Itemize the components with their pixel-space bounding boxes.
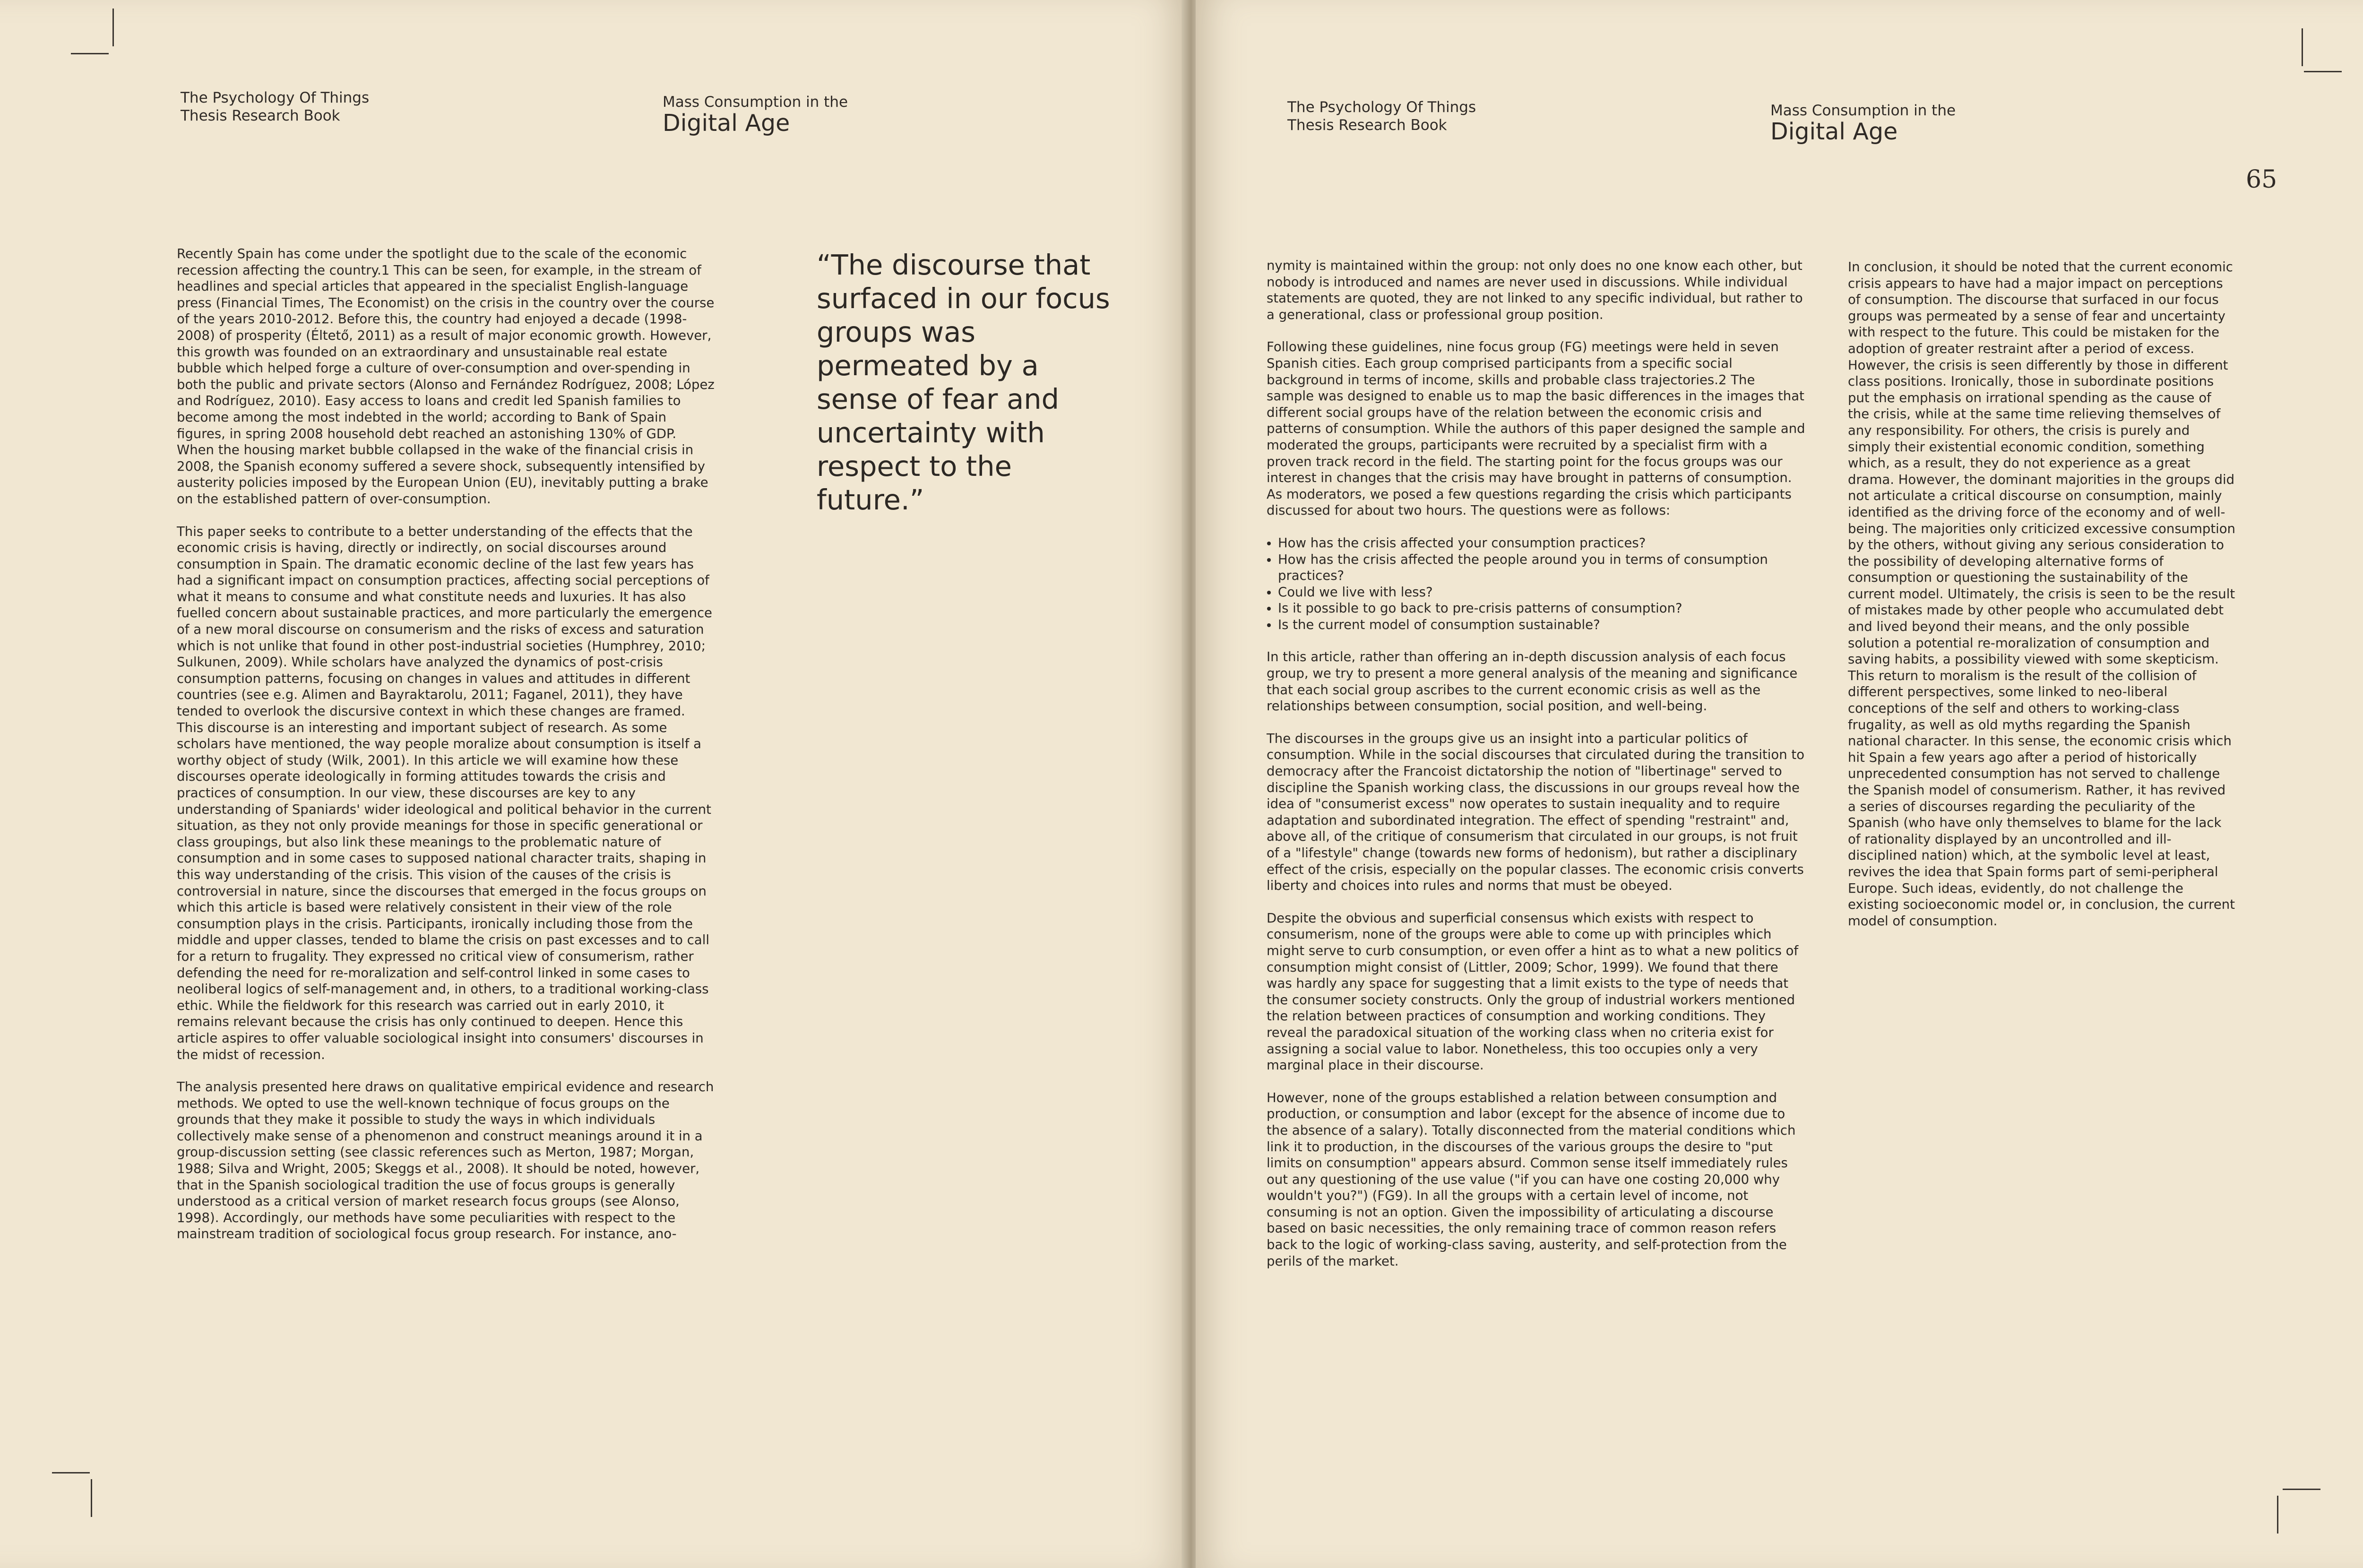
paragraph: Despite the obvious and superficial consensus which exists with respect to consumerism, none of the groups were able to come up with principles which might serve to curb consumption, or even offer a hint as to what a new politics of consumption might consist of (Littler, 2009; Schor, 1999). We found that there was hardly any space for suggesting that a limit exists to the type of needs that the consumer society constructs. Only the group of industrial workers mentioned the relation between practices of consumption and working conditions. They reveal the paradoxical situation of the working class when no criteria exist for assigning a social value to labor. Nonetheless, this too occupies only a very marginal place in their discourse.	[1267, 910, 1799, 1073]
paragraph: In conclusion, it should be noted that the current economic crisis appears to have had a major impact on perceptions of consumption. The discourse that surfaced in our focus groups was permeated by a sense of fear and uncertainty with respect to the future. This could be mistaken for the adoption of greater restraint after a period of excess. However, the crisis is seen differently by those in different class positions. Ironically, those in subordinate positions put the emphasis on irrational spending as the cause of the crisis, while at the same time relieving themselves of any responsibility. For others, the crisis is purely and simply their existential economic condition, something which, as a result, they do not experience as a great drama. However, the dominant majorities in the groups did not articulate a critical discourse on consumption, mainly identified as the driving force of the economy and of well-being. The majorities only criticized excessive consumption by the others, without giving any serious consideration to the possibility of developing alternative forms of consumption or questioning the sustainability of the current model. Ultimately, the crisis is seen to be the result of mistakes made by other people who accumulated debt and lived beyond their means, and the only possible solution a potential re-moralization of consumption and saving habits, a possibility viewed with some skepticism. This return to moralism is the result of the collision of different perspectives, some linked to neo-liberal conceptions of the self and others to working-class frugality, as well as old myths regarding the Spanish national character. In this sense, the economic crisis which hit Spain a few years ago after a period of historically unprecedented consumption has not served to challenge the Spanish model of consumerism. Rather, it has revived a series of discourses regarding the peculiarity of the Spanish (who have only themselves to blame for the lack of rationality displayed by an uncontrolled and ill-disciplined nation) which, at the symbolic level at least, revives the idea that Spain forms part of semi-peripheral Europe. Such ideas, evidently, do not challenge the existing socioeconomic model or, in conclusion, the current model of consumption.	[1848, 259, 2235, 929]
book-title-line2: Thesis Research Book	[181, 107, 340, 124]
crop-mark	[112, 9, 114, 46]
book-title-line2: Thesis Research Book	[1287, 117, 1447, 134]
paragraph: Following these guidelines, nine focus group (FG) meetings were held in seven Spanish cities. Each group comprised participants from a specific social background in terms of income, skills and probable class trajectories.2 The sample was designed to enable us to map the basic differences in the images that different social groups have of the relation between the economic crisis and patterns of consumption. While the authors of this paper designed the sample and moderated the groups, participants were recruited by a specialist firm with a proven track record in the field. The starting point for the focus groups was our interest in changes that the crisis may have brought in patterns of consumption. As moderators, we posed a few questions regarding the crisis which participants discussed for about two hours. The questions were as follows:	[1267, 339, 1805, 518]
list-item: • Is the current model of consumption sustainable?	[1278, 617, 1805, 633]
crop-mark	[2283, 1489, 2320, 1490]
list-item: • Is it possible to go back to pre-crisis patterns of consumption?	[1278, 600, 1805, 617]
crop-mark	[91, 1479, 92, 1517]
section-title: Digital Age	[1770, 118, 1898, 145]
section-kicker: Mass Consumption in the	[663, 94, 848, 111]
book-title-header	[1287, 98, 1476, 134]
paragraph: However, none of the groups established a relation between consumption and production, or consumption and labor (except for the absence of income due to the absence of a salary). Totally disconnected from the material conditions which link it to production, in the discourses of the various groups the desire to "put limits on consumption" appears absurd. Common sense itself immediately rules out any questioning of the use value ("if you can have one costing 20,000 why wouldn't you?") (FG9). In all the groups with a certain level of income, not consuming is not an option. Given the impossibility of articulating a discourse based on basic necessities, the only remaining trace of common reason refers back to the logic of working-class saving, austerity, and self-protection from the perils of the market.	[1267, 1090, 1796, 1269]
pull-quote: “The discourse that surfaced in our focus groups was permeated by a sense of fear and uncertainty with respect to the future.”	[817, 249, 1110, 516]
paragraph: The discourses in the groups give us an insight into a particular politics of consumption. While in the social discourses that circulated during the transition to democracy after the Francoist dictatorship the notion of "libertinage" served to discipline the Spanish working class, the discussions in our groups reveal how the idea of "consumerist excess" now operates to sustain inequality and to require adaptation and subordinated integration. The effect of spending "restraint" and, above all, of the critique of consumerism that circulated in our groups, is not fruit of a "lifestyle" change (towards new forms of hedonism), but rather a disciplinary effect of the crisis, especially on the popular classes. The economic crisis converts liberty and choices into rules and norms that must be obeyed.	[1267, 731, 1805, 894]
crop-mark	[2277, 1496, 2278, 1534]
crop-mark	[2304, 71, 2342, 72]
section-kicker: Mass Consumption in the	[1770, 102, 1956, 119]
book-title-line1: The Psychology Of Things	[181, 89, 370, 106]
paragraph: The analysis presented here draws on qualitative empirical evidence and research methods. We opted to use the well-known technique of focus groups on the grounds that they make it possible to study the ways in which individuals collectively make sense of a phenomenon and construct meanings around it in a group-discussion setting (see classic references such as Merton, 1987; Morgan, 1988; Silva and Wright, 2005; Skeggs et al., 2008). It should be noted, however, that in the Spanish sociological tradition the use of focus groups is generally understood as a critical version of market research focus groups (see Alonso, 1998). Accordingly, our methods have some peculiarities with respect to the mainstream tradition of sociological focus group research. For instance, ano-	[177, 1079, 714, 1242]
section-title: Digital Age	[663, 110, 790, 137]
right-body-column-2	[1848, 259, 2235, 945]
crop-mark	[2302, 28, 2303, 66]
book-title-header	[181, 89, 369, 125]
list-item: • How has the crisis affected your consumption practices?	[1278, 535, 1805, 551]
paragraph: This paper seeks to contribute to a better understanding of the effects that the economic crisis is having, directly or indirectly, on social discourses around consumption in Spain. The dramatic economic decline of the last few years has had a significant impact on consumption practices, affecting social perceptions of what it means to consume and what constitute needs and luxuries. It has also fuelled concern about sustainable practices, and more particularly the emergence of a new moral discourse on consumerism and the risks of excess and saturation which is not unlike that found in other post-industrial societies (Humphrey, 2010; Sulkunen, 2009). While scholars have analyzed the dynamics of post-crisis consumption patterns, focusing on changes in values and attitudes in different countries (see e.g. Alimen and Bayraktarolu, 2011; Faganel, 2011), they have tended to overlook the discursive context in which these changes are framed. This discourse is an interesting and important subject of research. As some scholars have mentioned, the way people moralize about consumption is itself a worthy object of study (Wilk, 2001). In this article we will examine how these discourses operate ideologically in forming attitudes towards the crisis and practices of consumption. In our view, these discourses are key to any understanding of Spaniards' wider ideological and political behavior in the current situation, as they not only provide meanings for those in specific generational or class groupings, but also link these meanings to the problematic nature of consumption and in some cases to supposed national character traits, shaping in this way understanding of the crisis. This vision of the causes of the crisis is controversial in nature, since the discourses that emerged in the focus groups on which this article is based were relatively consistent in their view of the role consumption plays in the crisis. Participants, ironically including those from the middle and upper classes, tended to blame the crisis on past excesses and to call for a return to frugality. They expressed no critical view of consumerism, rather defending the need for re-moralization and self-control linked in some cases to neoliberal logics of self-management and, in others, to a traditional working-class ethic. While the fieldwork for this research was carried out in early 2010, it remains relevant because the crisis has only continued to deepen. Hence this article aspires to offer valuable sociological insight into consumers' discourses in the midst of recession.	[177, 524, 712, 1062]
page-number: 65	[2246, 165, 2277, 194]
right-body-column-1	[1267, 258, 1805, 1285]
question-list	[1267, 535, 1805, 633]
paragraph: Recently Spain has come under the spotlight due to the scale of the economic recession affecting the country.1 This can be seen, for example, in the stream of headlines and special articles that appeared in the specialist English-language press (Financial Times, The Economist) on the crisis in the country over the course of the years 2010-2012. Before this, the country had enjoyed a decade (1998-2008) of prosperity (Éltető, 2011) as a result of major economic growth. However, this growth was founded on an extraordinary and unsustainable real estate bubble which helped forge a culture of over-consumption and over-spending in both the public and private sectors (Alonso and Fernández Rodríguez, 2008; López and Rodríguez, 2010). Easy access to loans and credit led Spanish families to become among the most indebted in the world; according to Bank of Spain figures, in spring 2008 household debt reached an astonishing 130% of GDP. When the housing market bubble collapsed in the wake of the financial crisis in 2008, the Spanish economy suffered a severe shock, subsequently intensified by austerity policies imposed by the European Union (EU), inevitably putting a brake on the established pattern of over-consumption.	[177, 246, 715, 507]
paragraph: nymity is maintained within the group: not only does no one know each other, but nobody is introduced and names are never used in discussions. While individual statements are quoted, they are not linked to any specific individual, but rather to a generational, class or professional group position.	[1267, 258, 1803, 322]
book-title-line1: The Psychology Of Things	[1287, 99, 1476, 116]
crop-mark	[71, 53, 109, 54]
list-item: • How has the crisis affected the people around you in terms of consumption practices?	[1278, 551, 1805, 584]
paragraph: In this article, rather than offering an in-depth discussion analysis of each focus group, we try to present a more general analysis of the meaning and significance that each social group ascribes to the current economic crisis as well as the relationships between consumption, social position, and well-being.	[1267, 649, 1798, 714]
left-body-column	[177, 246, 716, 1258]
right-page	[1196, 0, 2363, 1568]
list-item: • Could we live with less?	[1278, 584, 1805, 601]
crop-mark	[52, 1472, 90, 1473]
